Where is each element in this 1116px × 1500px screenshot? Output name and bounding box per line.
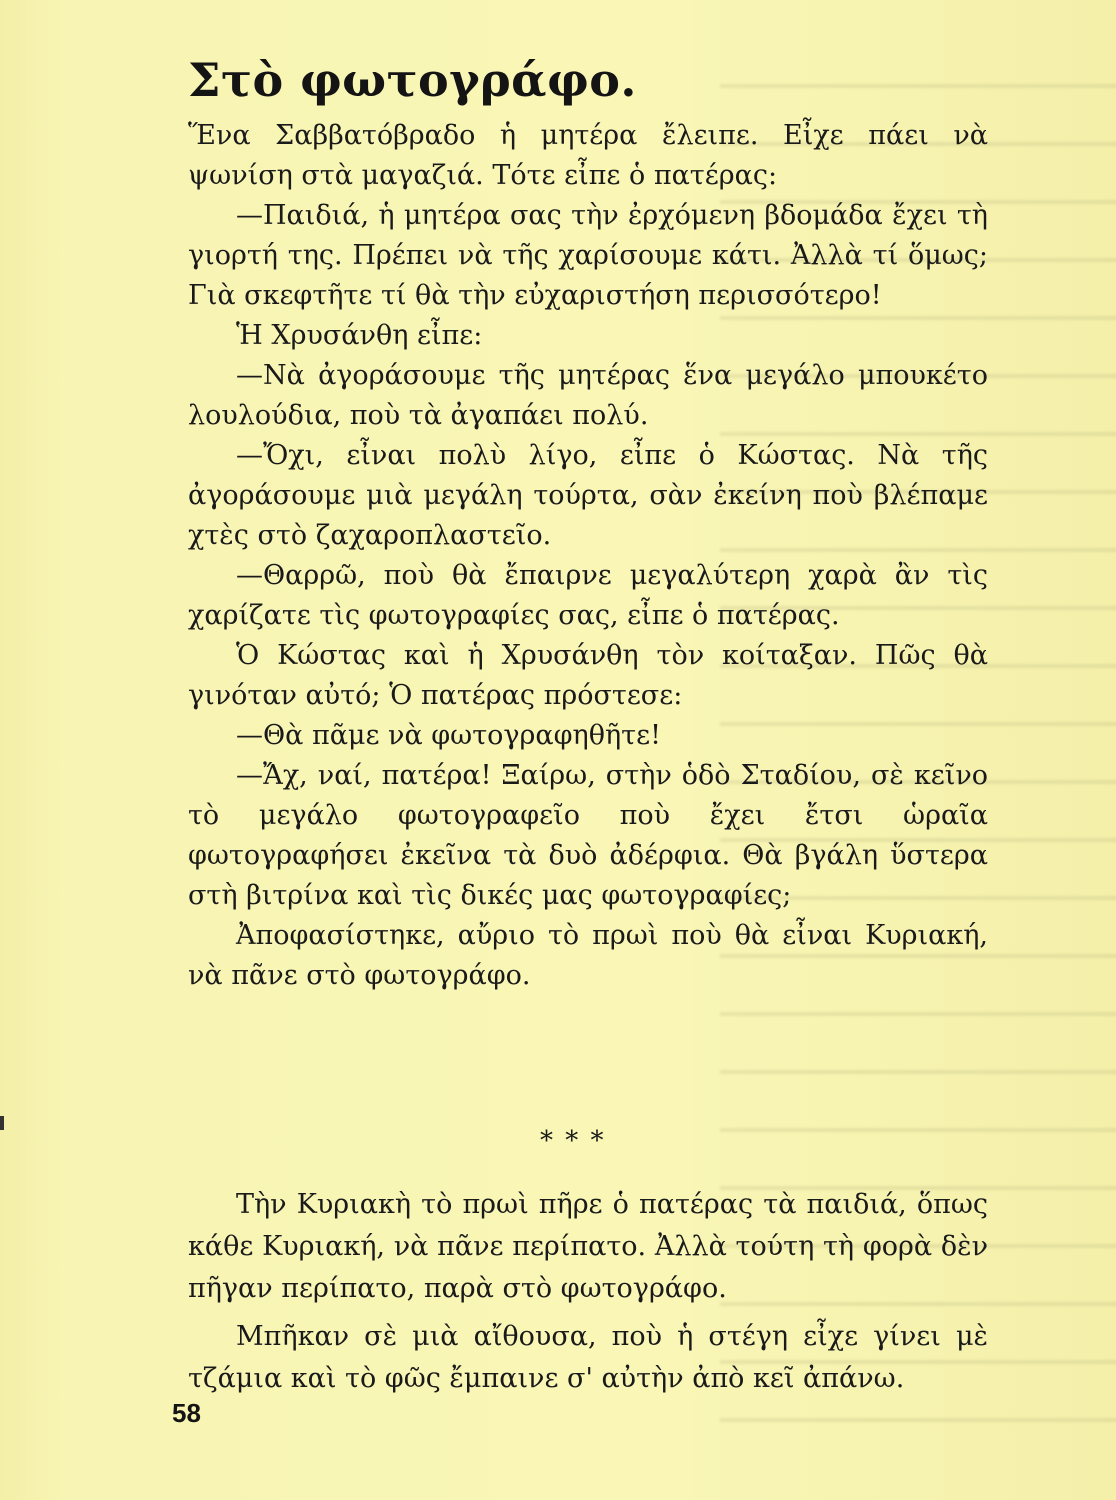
paragraph: Μπῆκαν σὲ μιὰ αἴθουσα, ποὺ ἡ στέγη εἶχε γίνει μὲ τζάμια καὶ τὸ φῶς ἔμπαινε σ' αὐτὴν ἀπὸ κεῖ ἀπάνω. — [188, 1321, 988, 1394]
chapter-title: Στὸ φωτογράφο. — [188, 53, 637, 107]
paragraph: —Θαρρῶ, ποὺ θὰ ἔπαιρνε μεγαλύτερη χαρὰ ἂν τὶς χαρίζατε τὶς φωτογραφίες σας, εἶπε ὁ πατέρας. — [188, 560, 988, 631]
paragraph: —Ἄχ, ναί, πατέρα! Ξαίρω, στὴν ὁδὸ Σταδίου, σὲ κεῖνο τὸ μεγάλο φωτογραφεῖο ποὺ ἔχει ἔτσι ὡραῖα φωτογραφήσει ἐκεῖνα τὰ δυὸ ἀδέρφια. Θὰ βγάλη ὕστερα στὴ βιτρίνα καὶ τὶς δικές μας φωτογραφίες; — [188, 760, 988, 911]
paragraph: Ἕνα Σαββατόβραδο ἡ μητέρα ἔλειπε. Εἶχε πάει νὰ ψωνίση στὰ μαγαζιά. Τότε εἶπε ὁ πατέρας: — [188, 120, 988, 191]
paragraph: —Ὄχι, εἶναι πολὺ λίγο, εἶπε ὁ Κώστας. Νὰ τῆς ἀγοράσουμε μιὰ μεγάλη τούρτα, σὰν ἐκείνη ποὺ βλέπαμε χτὲς στὸ ζαχαροπλαστεῖο. — [188, 440, 988, 551]
paragraph: Τὴν Κυριακὴ τὸ πρωὶ πῆρε ὁ πατέρας τὰ παιδιά, ὅπως κάθε Κυριακή, νὰ πᾶνε περίπατο. Ἀλλὰ τούτη τὴ φορὰ δὲν πῆγαν περίπατο, παρὰ στὸ φωτογράφο. — [188, 1189, 988, 1304]
paragraph: Ἡ Χρυσάνθη εἶπε: — [236, 320, 483, 351]
page-number: 58 — [172, 1398, 201, 1428]
paragraph: Ἀποφασίστηκε, αὔριο τὸ πρωὶ ποὺ θὰ εἶναι Κυριακή, νὰ πᾶνε στὸ φωτογράφο. — [188, 920, 988, 991]
body-text-after-break — [188, 1184, 988, 1400]
section-break — [540, 1118, 610, 1166]
paragraph: —Νὰ ἀγοράσουμε τῆς μητέρας ἕνα μεγάλο μπουκέτο λουλούδια, ποὺ τὰ ἀγαπάει πολύ. — [188, 360, 988, 431]
paragraph: —Θὰ πᾶμε νὰ φωτογραφηθῆτε! — [236, 720, 661, 751]
paragraph: Ὁ Κώστας καὶ ἡ Χρυσάνθη τὸν κοίταξαν. Πῶς θὰ γινόταν αὐτό; Ὁ πατέρας πρόστεσε: — [188, 640, 988, 711]
body-text — [188, 116, 988, 996]
margin-mark — [0, 1116, 4, 1130]
paragraph: —Παιδιά, ἡ μητέρα σας τὴν ἐρχόμενη βδομάδα ἔχει τὴ γιορτή της. Πρέπει νὰ τῆς χαρίσουμε κάτι. Ἀλλὰ τί ὅμως; Γιὰ σκεφτῆτε τί θὰ τὴν εὐχαριστήση περισσότερο! — [188, 200, 988, 311]
section-break-text: * * * — [540, 1126, 606, 1156]
